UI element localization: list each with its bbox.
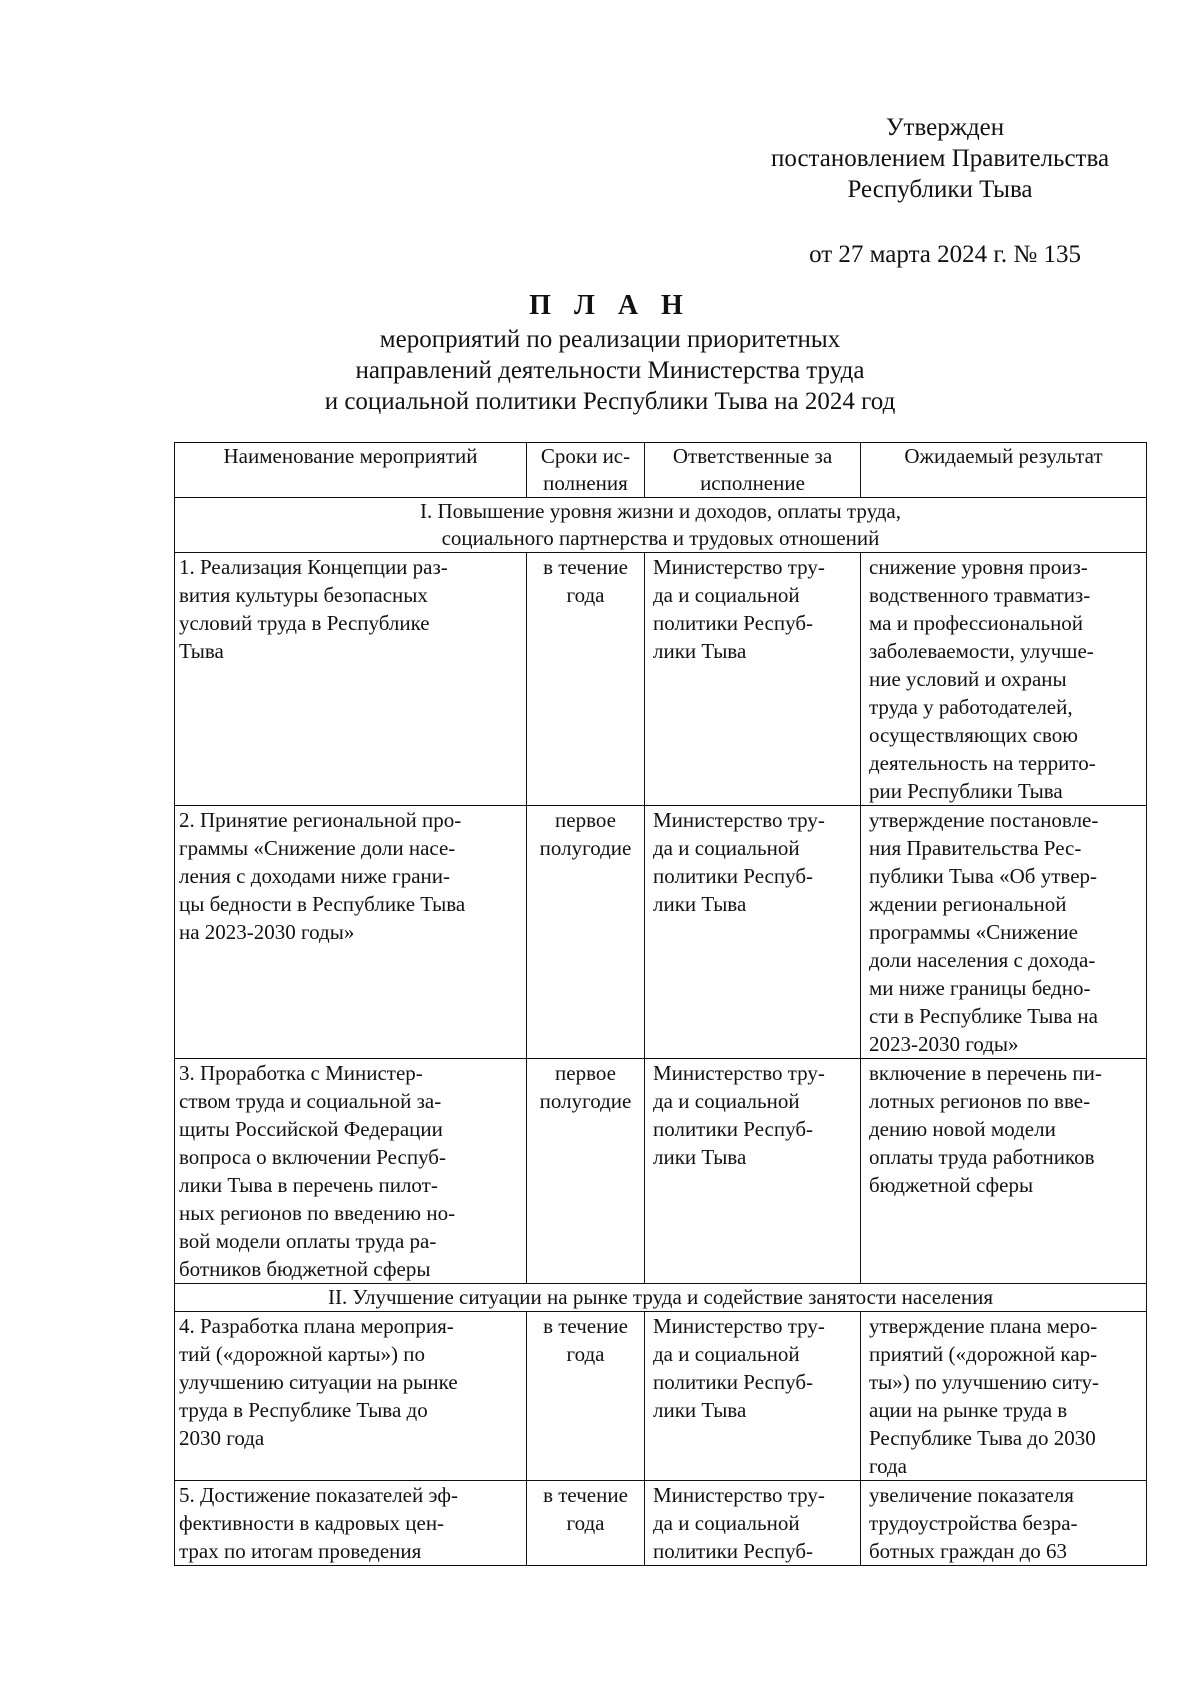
- table-row: [175, 1481, 1147, 1566]
- table-row: [175, 1059, 1147, 1284]
- row-2-term: первое полугодие: [527, 806, 645, 1059]
- section-1-title: I. Повышение уровня жизни и доходов, оплаты труда, социального партнерства и трудовых отношений: [175, 498, 1147, 553]
- plan-table: [174, 442, 1147, 1566]
- row-4-result: утверждение плана меро- приятий («дорожной кар- ты») по улучшению ситу- ации на рынке труда в Республике Тыва до 2030 года: [861, 1312, 1147, 1481]
- table-header-row: [175, 443, 1147, 498]
- row-1-result: снижение уровня произ- водственного травматиз- ма и профессиональной заболеваемости, улучше- ние условий и охраны труда у работодателей, осуществляющих свою деятельность на террито- рии Республики Тыва: [861, 553, 1147, 806]
- approval-line-2: постановлением Правительства: [770, 145, 1110, 172]
- document-subtitle-line-3: и социальной политики Республики Тыва на 2024 год: [324, 388, 896, 415]
- table-row: [175, 553, 1147, 806]
- header-responsible: Ответственные за исполнение: [645, 443, 861, 498]
- row-5-responsible: Министерство тру- да и социальной политики Респуб-: [645, 1481, 861, 1566]
- section-row: [175, 498, 1147, 553]
- header-activity: Наименование мероприятий: [175, 443, 527, 498]
- row-4-responsible: Министерство тру- да и социальной политики Респуб- лики Тыва: [645, 1312, 861, 1481]
- row-3-responsible: Министерство тру- да и социальной политики Респуб- лики Тыва: [645, 1059, 861, 1284]
- row-1-responsible: Министерство тру- да и социальной политики Респуб- лики Тыва: [645, 553, 861, 806]
- row-3-result: включение в перечень пи- лотных регионов по вве- дению новой модели оплаты труда работников бюджетной сферы: [861, 1059, 1147, 1284]
- document-subtitle-line-2: направлений деятельности Министерства труда: [355, 357, 865, 384]
- row-2-activity: 2. Принятие региональной про- граммы «Снижение доли насе- ления с доходами ниже грани- цы бедности в Республике Тыва на 2023-2030 годы»: [175, 806, 527, 1059]
- row-5-activity: 5. Достижение показателей эф- фективности в кадровых цен- трах по итогам проведения: [175, 1481, 527, 1566]
- document-title: П Л А Н: [529, 290, 691, 321]
- row-4-term: в течение года: [527, 1312, 645, 1481]
- row-1-term: в течение года: [527, 553, 645, 806]
- approval-line-1: Утвержден: [885, 114, 1005, 141]
- row-4-activity: 4. Разработка плана мероприя- тий («дорожной карты») по улучшению ситуации на рынке труда в Республике Тыва до 2030 года: [175, 1312, 527, 1481]
- section-2-title: II. Улучшение ситуации на рынке труда и содействие занятости населения: [175, 1284, 1147, 1312]
- document-subtitle-line-1: мероприятий по реализации приоритетных: [379, 326, 841, 353]
- row-5-term: в течение года: [527, 1481, 645, 1566]
- document-heading: [230, 288, 990, 417]
- row-2-responsible: Министерство тру- да и социальной политики Респуб- лики Тыва: [645, 806, 861, 1059]
- approval-block: [740, 112, 1140, 270]
- header-result: Ожидаемый результат: [861, 443, 1147, 498]
- table-row: [175, 1312, 1147, 1481]
- row-5-result: увеличение показателя трудоустройства безра- ботных граждан до 63: [861, 1481, 1147, 1566]
- section-row: [175, 1284, 1147, 1312]
- approval-date: от 27 марта 2024 г. № 135: [809, 241, 1081, 268]
- table-row: [175, 806, 1147, 1059]
- approval-line-3: Республики Тыва: [847, 176, 1033, 203]
- row-2-result: утверждение постановле- ния Правительства Рес- публики Тыва «Об утвер- ждении региональной программы «Снижение доли населения с дохода- ми ниже границы бедно- сти в Республике Тыва на 2023-2030 годы»: [861, 806, 1147, 1059]
- header-term: Сроки ис- полнения: [527, 443, 645, 498]
- row-1-activity: 1. Реализация Концепции раз- вития культуры безопасных условий труда в Республике Тыва: [175, 553, 527, 806]
- row-3-term: первое полугодие: [527, 1059, 645, 1284]
- row-3-activity: 3. Проработка с Министер- ством труда и социальной за- щиты Российской Федерации вопроса о включении Респуб- лики Тыва в перечень пилот- ных регионов по введению но- вой модели оплаты труда ра- ботников бюджетной сферы: [175, 1059, 527, 1284]
